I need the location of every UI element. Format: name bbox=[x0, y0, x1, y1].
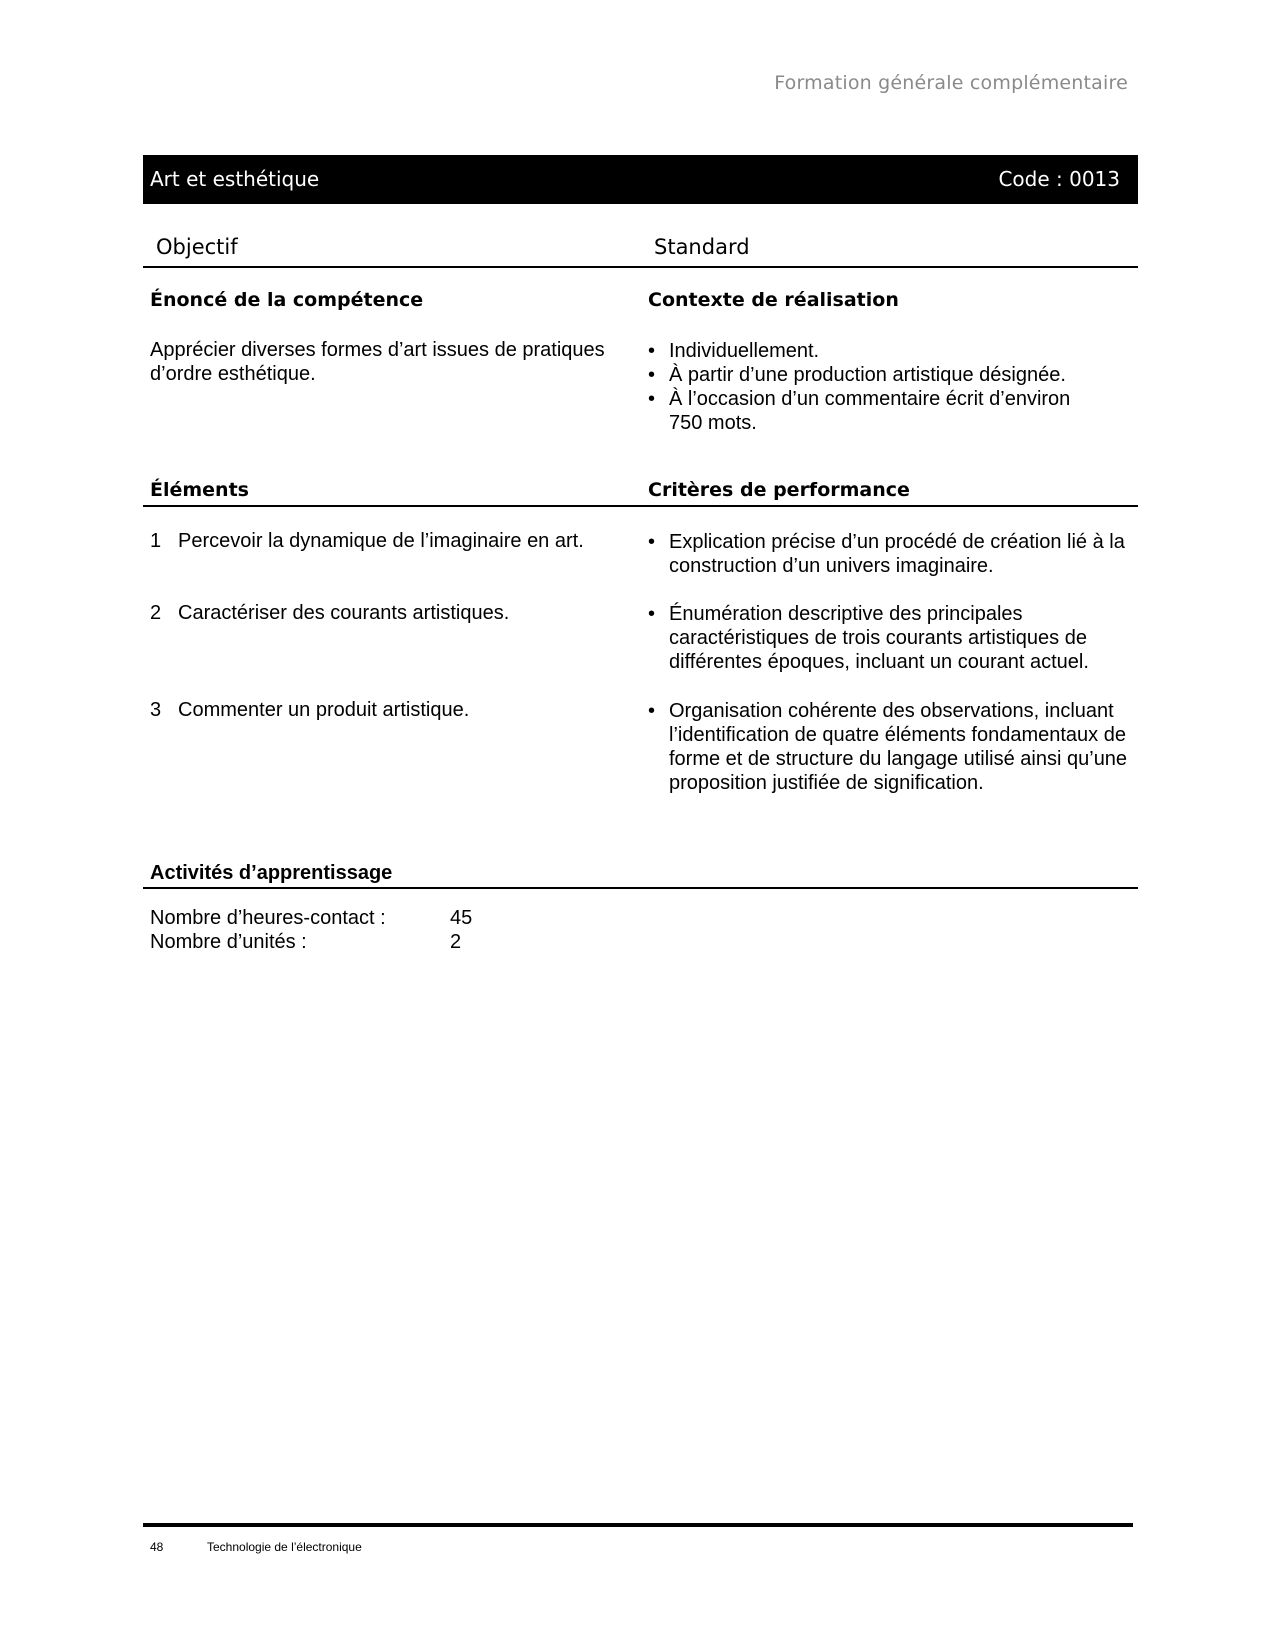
hours-label: Nombre d’heures-contact : bbox=[150, 907, 386, 929]
criteria-list bbox=[646, 602, 1136, 674]
objectif-column-heading: Objectif bbox=[156, 235, 238, 259]
context-heading: Contexte de réalisation bbox=[648, 289, 899, 311]
course-title: Art et esthétique bbox=[150, 167, 320, 191]
elements-rule bbox=[143, 505, 1138, 507]
criterion-item: • Organisation cohérente des observations, incluant l’identification de quatre éléments fondamentaux de forme et de structure du langage utilisé ainsi qu’une proposition justifiée de signification. bbox=[646, 699, 1136, 795]
element-number: 3 bbox=[150, 699, 162, 721]
standard-column-heading: Standard bbox=[654, 235, 750, 259]
element-row bbox=[150, 698, 469, 722]
element-row bbox=[150, 601, 509, 625]
element-text: Caractériser des courants artistiques. bbox=[178, 602, 510, 624]
criteria-list bbox=[646, 530, 1136, 578]
element-text: Percevoir la dynamique de l’imaginaire en art. bbox=[178, 530, 584, 552]
criteria-heading: Critères de performance bbox=[648, 479, 910, 501]
course-title-bar bbox=[143, 155, 1138, 204]
competence-statement: Apprécier diverses formes d’art issues de pratiques d’ordre esthétique. bbox=[150, 339, 605, 385]
context-item: • À l’occasion d’un commentaire écrit d’environ 750 mots. bbox=[646, 387, 1086, 435]
criteria-list bbox=[646, 699, 1136, 795]
hours-value: 45 bbox=[450, 907, 473, 929]
element-number: 1 bbox=[150, 530, 162, 552]
column-heading-rule bbox=[143, 266, 1138, 268]
activities-heading: Activités d’apprentissage bbox=[150, 862, 393, 884]
context-list bbox=[646, 339, 1086, 435]
units-value: 2 bbox=[450, 931, 462, 953]
elements-heading: Éléments bbox=[150, 479, 249, 501]
activities-rule bbox=[143, 887, 1138, 889]
criterion-item: • Énumération descriptive des principales caractéristiques de trois courants artistiques de différentes époques, incluant un courant actuel. bbox=[646, 602, 1136, 674]
context-item: • À partir d’une production artistique désignée. bbox=[646, 363, 1086, 387]
competence-heading: Énoncé de la compétence bbox=[150, 289, 424, 311]
page-number: 48 bbox=[150, 1540, 164, 1554]
criterion-item: • Explication précise d’un procédé de création lié à la construction d’un univers imaginaire. bbox=[646, 530, 1136, 578]
element-text: Commenter un produit artistique. bbox=[178, 699, 470, 721]
running-header: Formation générale complémentaire bbox=[774, 72, 1128, 94]
element-row bbox=[150, 529, 584, 553]
course-code: Code : 0013 bbox=[998, 167, 1120, 191]
document-title: Technologie de l’électronique bbox=[207, 1540, 362, 1554]
context-item: • Individuellement. bbox=[646, 339, 1086, 363]
footer-rule bbox=[143, 1523, 1133, 1527]
units-label: Nombre d’unités : bbox=[150, 931, 307, 953]
element-number: 2 bbox=[150, 602, 162, 624]
